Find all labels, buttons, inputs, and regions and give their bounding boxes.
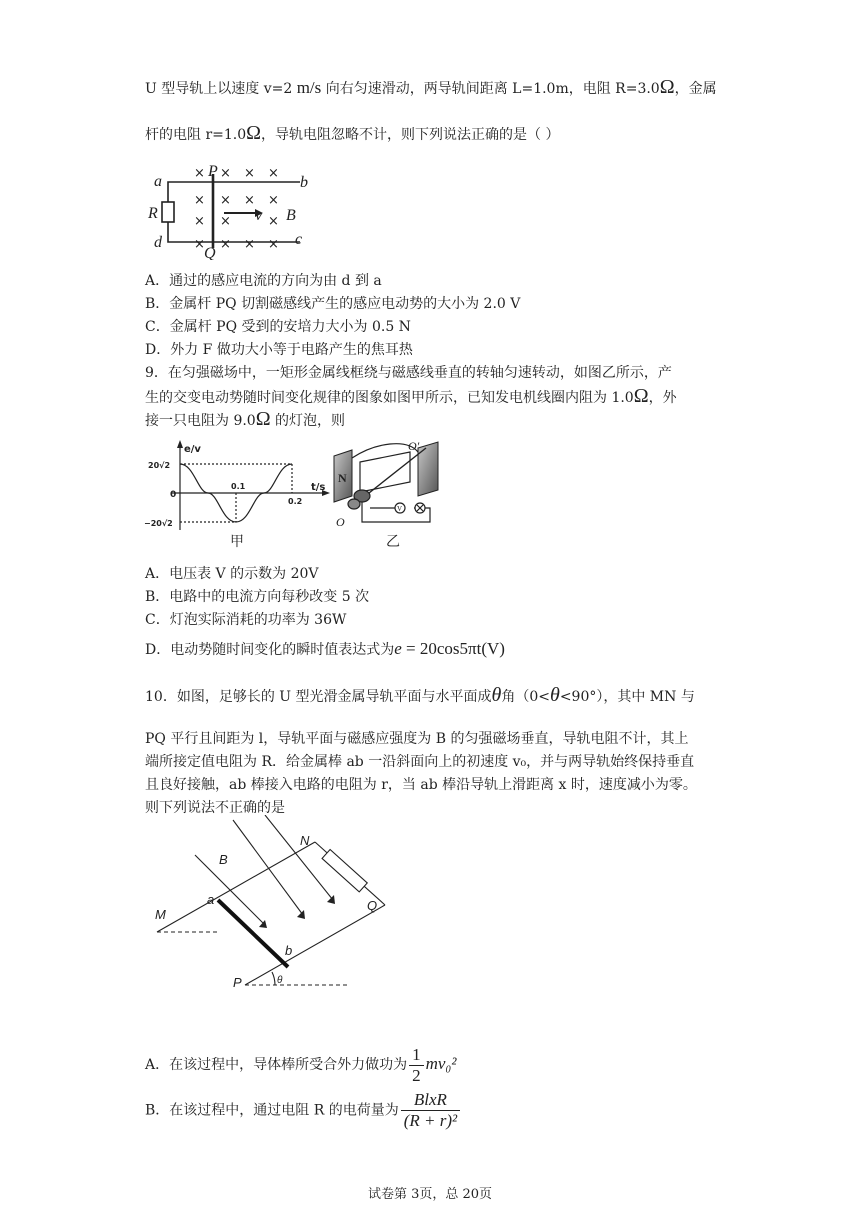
field-crosses: [194, 166, 279, 252]
q9-stem-line1: 9．在匀强磁场中，一矩形金属线框绕与磁感线垂直的转轴匀速转动，如图乙所示，产: [145, 365, 672, 381]
svg-text:×: ×: [244, 166, 255, 181]
q10-option-b: B．在该过程中，通过电阻 R 的电荷量为 $\frac{\text{BlxR}}{\text{(R + r)²}}$: [145, 1090, 462, 1131]
label-voltmeter: V: [397, 505, 403, 513]
graph-xtick-1: 0.1: [231, 482, 246, 491]
q10-stem-line3: 端所接定值电阻为 R．给金属棒 ab 一沿斜面向上的初速度 v₀，并与两导轨始终保持垂直: [145, 754, 695, 770]
label-B: B: [286, 207, 296, 224]
q8-stem-line2: 杆的电阻 r=1.0Ω，导轨电阻忽略不计，则下列说法正确的是（ ）: [145, 122, 560, 144]
q9-emf-graph: [142, 440, 332, 555]
svg-text:×: ×: [268, 214, 279, 229]
graph-xtick-2: 0.2: [288, 497, 303, 506]
q10-option-a: A．在该过程中，导体棒所受合外力做功为 $\frac{1}{2}$ mv₀²: [145, 1044, 457, 1085]
label-P: P: [233, 975, 242, 990]
label-P: P: [208, 163, 218, 180]
fraction-one-half: $\frac{1}{2}$: [409, 1045, 424, 1086]
q9-generator-figure: [330, 438, 450, 553]
graph-ylabel: e/v: [184, 444, 201, 455]
label-B: B: [219, 852, 228, 867]
label-d: d: [154, 234, 162, 251]
q8-option-a: A．通过的感应电流的方向为由 d 到 a: [145, 273, 382, 289]
graph-caption: 甲: [230, 534, 244, 550]
svg-text:×: ×: [268, 193, 279, 208]
fraction-charge: $\frac{\text{BlxR}}{\text{(R + r)²}}$: [401, 1090, 460, 1131]
svg-text:×: ×: [194, 166, 205, 181]
svg-text:×: ×: [268, 237, 279, 252]
q9-option-c: C．灯泡实际消耗的功率为 36W: [145, 612, 347, 628]
label-b: b: [285, 943, 293, 958]
q10-stem-line5: 则下列说法不正确的是: [145, 800, 285, 816]
label-Q: Q: [204, 245, 216, 260]
svg-text:×: ×: [244, 193, 255, 208]
label-theta: θ: [277, 975, 283, 986]
q10-stem-line2: PQ 平行且间距为 l，导轨平面与磁感应强度为 B 的匀强磁场垂直，导轨电阻不计，其上: [145, 731, 689, 747]
q9-stem-line3: 接一只电阻为 9.0Ω 的灯泡，则: [145, 408, 346, 430]
graph-ytick-top: 20√2: [148, 461, 171, 470]
label-O-prime: O′: [408, 439, 420, 453]
graph-xlabel: t/s: [311, 482, 326, 493]
q8-option-b: B．金属杆 PQ 切割磁感线产生的感应电动势的大小为 2.0 V: [145, 296, 521, 312]
label-R: R: [148, 205, 158, 222]
label-b: b: [300, 174, 308, 191]
svg-text:×: ×: [268, 166, 279, 181]
label-a: a: [154, 173, 162, 190]
q8-rail-figure: [140, 160, 320, 260]
q9-option-d: D．电动势随时间变化的瞬时值表达式为e = 20cos5πt(V): [145, 639, 505, 658]
generator-caption: 乙: [386, 534, 400, 550]
label-O: O: [336, 515, 345, 529]
q8-option-c: C．金属杆 PQ 受到的安培力大小为 0.5 N: [145, 319, 411, 335]
svg-text:×: ×: [244, 237, 255, 252]
label-N: N: [338, 471, 347, 485]
svg-text:×: ×: [220, 166, 231, 181]
label-v: v: [255, 207, 263, 224]
label-Q: Q: [367, 898, 378, 913]
q9-option-a: A．电压表 V 的示数为 20V: [145, 566, 319, 582]
graph-ytick-bottom: −20√2: [144, 519, 173, 528]
page-footer: 试卷第 3页，总 20页: [367, 1187, 493, 1202]
graph-origin: 0: [170, 490, 177, 500]
svg-text:×: ×: [220, 237, 231, 252]
svg-text:×: ×: [194, 193, 205, 208]
svg-text:×: ×: [194, 237, 205, 252]
svg-text:×: ×: [220, 214, 231, 229]
svg-text:×: ×: [194, 214, 205, 229]
q9-option-b: B．电路中的电流方向每秒改变 5 次: [145, 589, 370, 605]
q10-stem-line4: 且良好接触，ab 棒接入电路的电阻为 r，当 ab 棒沿导轨上滑距离 x 时，速度减小为零。: [145, 777, 697, 793]
label-c: c: [295, 231, 303, 248]
label-N: N: [300, 833, 310, 848]
q9-stem-line2: 生的交变电动势随时间变化规律的图象如图甲所示，已知发电机线圈内阻为 1.0Ω，外: [145, 385, 677, 407]
label-M: M: [155, 907, 166, 922]
q8-option-d: D．外力 F 做功大小等于电路产生的焦耳热: [145, 342, 413, 358]
label-a: a: [207, 892, 215, 907]
q10-incline-figure: [145, 815, 395, 1000]
svg-text:×: ×: [220, 193, 231, 208]
q8-stem-line1: U 型导轨上以速度 v=2 m/s 向右匀速滑动，两导轨间距离 L=1.0m，电阻 R=3.0Ω，金属: [145, 76, 717, 98]
q10-stem-line1: 10．如图，足够长的 U 型光滑金属导轨平面与水平面成θ角（0<θ<90°），其中 MN 与: [145, 684, 695, 706]
